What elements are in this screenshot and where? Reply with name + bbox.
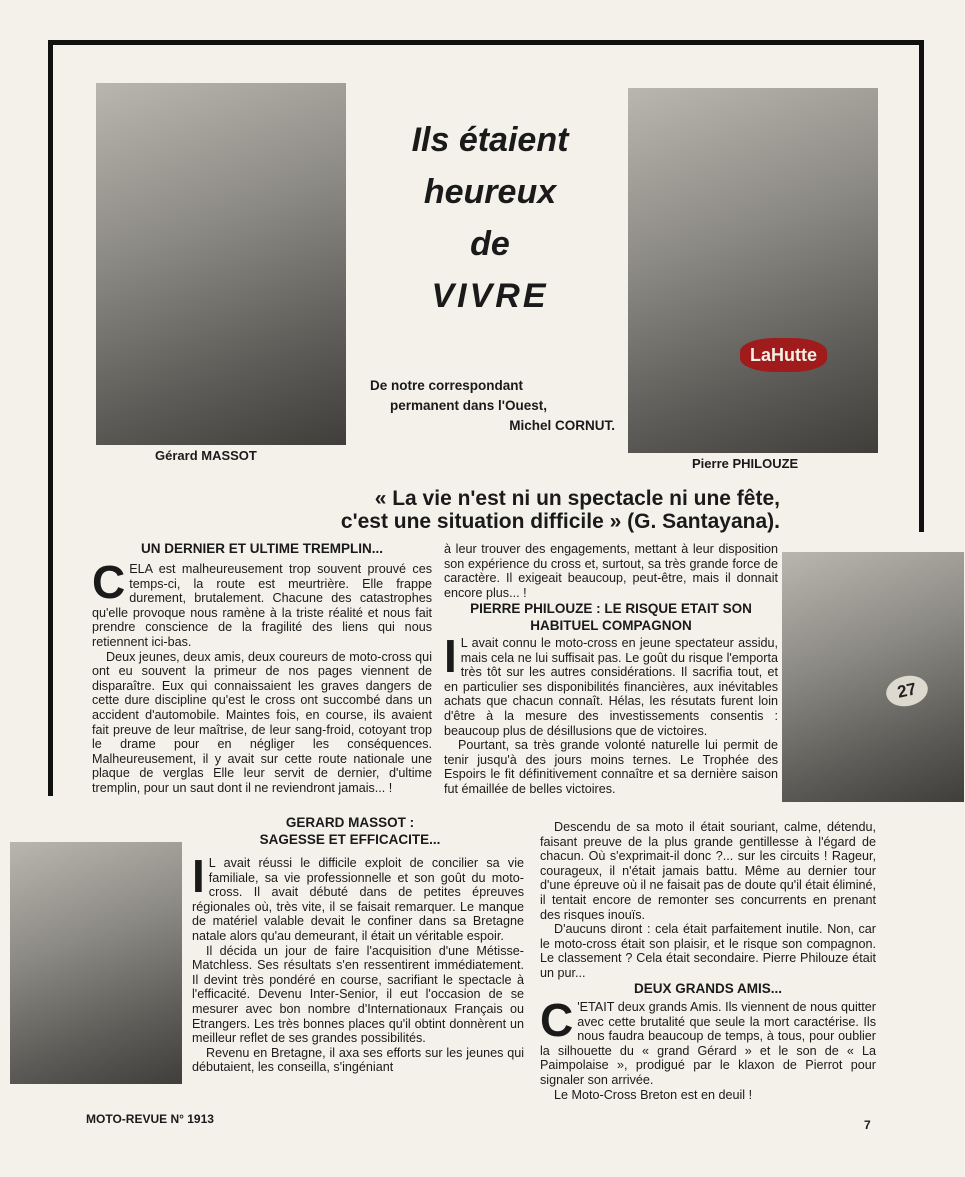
epigraph-quote [150, 487, 780, 533]
headline-line-2: heureux [423, 173, 557, 211]
photo-rider-bottom-left [10, 842, 182, 1084]
photo-pierre-philouze [628, 88, 878, 453]
sponsor-logo: LaHutte [740, 338, 827, 372]
paragraph: à leur trouver des engagements, mettant à leur disposition son expérience du cross et, surtout, sa très grande force de caractère. Il exigeait beaucoup, peut-être, mais il donnait encore plus... ! [444, 542, 778, 600]
caption-gerard-massot: Gérard MASSOT [155, 448, 257, 463]
paragraph: ELA est malheureusement trop souvent prouvé ces temps-ci, la route est meurtrière. Elle frappe durement, brutalement. Chacune des catastrophes qu'elle provoque nous ramène à la triste réalité et nous fait prendre conscience de la fragilité des liens qui nous retiennent ici-bas. [92, 562, 432, 649]
article-frame-right [919, 40, 924, 532]
section-title-pierre-philouze [440, 600, 782, 634]
section-body-deux-grands-amis [540, 994, 876, 1102]
section-title-line-2: SAGESSE ET EFFICACITE... [259, 832, 441, 847]
epigraph-line-1: « La vie n'est ni un spectacle ni une fête, [374, 487, 780, 510]
headline [380, 114, 600, 322]
paragraph: Revenu en Bretagne, il axa ses efforts sur les jeunes qui débutaient, les conseilla, s'ingéniant [192, 1045, 524, 1075]
paragraph: Descendu de sa moto il était souriant, calme, détendu, faisant preuve de la plus grande gentillesse à l'égard de chacun. Où s'exprimait-il donc ?... sur les circuits ! Rageur, courageux, il n'était jamais battu. Même au dernier tour d'une épreuve où il ne faisait pas de doute qu'il était éliminé, il tentait encore de remonter ses concurrents en prenant des risques inouïs. [540, 820, 876, 922]
paragraph: 'ETAIT deux grands Amis. Ils viennent de nous quitter avec cette brutalité que seule la mort caractérise. Ils nous faudra beaucoup de temps, à tous, pour oublier la silhouette du « grand Gérard » et le son de « La Paimpolaise », prodigué par le klaxon de Pierrot pour signaler son arrivée. [540, 1000, 876, 1087]
photo-gerard-massot [96, 83, 346, 445]
section-title-line-2: HABITUEL COMPAGNON [530, 618, 692, 633]
section-title-line-1: GERARD MASSOT : [285, 815, 415, 830]
byline-line-3: Michel CORNUT. [509, 418, 615, 433]
article-frame-left [48, 40, 53, 796]
paragraph: Le Moto-Cross Breton est en deuil ! [554, 1087, 753, 1102]
race-number-plate: 27 [883, 672, 930, 710]
section-title-line-1: PIERRE PHILOUZE : LE RISQUE ETAIT SON [470, 601, 752, 616]
drop-cap: I [444, 630, 457, 682]
paragraph: Deux jeunes, deux amis, deux coureurs de moto-cross qui ont eu souvent la primeur de nos pages viennent de disparaître. Eux qui connaissaient les graves dangers de cette dure discipline qu'est le cross ont succombé dans un accident d'automobile. Maintes fois, en course, ils avaient fait preuve de leur maîtrise, de leur sang-froid, cotoyant trop le drame pour en négliger les conséquences. Malheureusement, il y avait sur cette route nationale une plaque de verglas Elle leur servit de dernier, d'ultime tremplin, pour un saut dont il ne reviendront jamais... ! [92, 649, 432, 795]
paragraph: Pourtant, sa très grande volonté naturelle lui permit de tenir jusqu'à des jours moins ternes. Le Trophée des Espoirs le fit définitivement connaître et sa dernière saison fut émaillée de belles victoires. [444, 738, 778, 796]
page-number: 7 [864, 1118, 871, 1132]
paragraph: L avait réussi le difficile exploit de concilier sa vie familiale, sa vie professionnelle et son goût du moto-cross. Il avait débuté dans de petites épreuves régionales où, très vite, il se faisait remarquer. Le manque de matériel valable devait le confiner dans sa Bretagne natale alors qu'au demeurant, il était un véritable espoir. [192, 856, 524, 943]
drop-cap: C [540, 994, 574, 1046]
article-frame-top [48, 40, 924, 45]
section-body-continued [540, 820, 876, 981]
section-title-gerard-massot [200, 814, 500, 848]
section-body-pierre-philouze [444, 630, 778, 797]
byline-line-2: permanent dans l'Ouest, [390, 398, 547, 413]
paragraph: L avait connu le moto-cross en jeune spectateur assidu, mais cela ne lui suffisait pas. Le goût du risque l'emporta très tôt sur les autres considérations. Il sacrifia tout, et en particulier ses disponibilités financières, aux inévitables achats que chacun connaît. Hélas, les résutats furent loin d'être à la mesure des investissements consentis : beaucoup plus de désillusions que de victoires. [444, 636, 778, 738]
byline [370, 376, 615, 436]
epigraph-line-2: c'est une situation difficile » (G. Santayana). [340, 510, 780, 533]
section-body-intro [444, 542, 778, 600]
headline-line-4: VIVRE [431, 277, 549, 315]
headline-line-1: Ils étaient [411, 121, 569, 159]
paragraph: Il décida un jour de faire l'acquisition d'une Métisse-Matchless. Ses résultats s'en ressentirent immédiatement. Il devint très pondéré en course, sacrifiant le spectacle à l'efficacité. Devenu Inter-Senior, il eut l'occasion de se mesurer avec bon nombre d'Internationaux Français ou Etrangers. Les très bonnes places qu'il obtint donnèrent un meilleur reflet de ses grandes possibilités. [192, 943, 524, 1046]
caption-pierre-philouze: Pierre PHILOUZE [692, 456, 799, 471]
magazine-issue: MOTO-REVUE N° 1913 [86, 1112, 214, 1126]
section-title-deux-grands-amis: DEUX GRANDS AMIS... [633, 981, 782, 996]
photo-rider-right [782, 552, 964, 802]
section-body-dernier-tremplin [92, 556, 432, 796]
section-body-gerard-massot [192, 850, 524, 1075]
byline-line-1: De notre correspondant [370, 378, 524, 393]
drop-cap: I [192, 850, 205, 902]
headline-line-3: de [470, 225, 510, 263]
drop-cap: C [92, 556, 126, 608]
paragraph: D'aucuns diront : cela était parfaitement inutile. Non, car le moto-cross était son plaisir, et le risque son compagnon. Le classement ? Cela était secondaire. Pierre Philouze était un pur... [540, 922, 876, 980]
section-title-dernier-tremplin: UN DERNIER ET ULTIME TREMPLIN... [141, 541, 383, 556]
